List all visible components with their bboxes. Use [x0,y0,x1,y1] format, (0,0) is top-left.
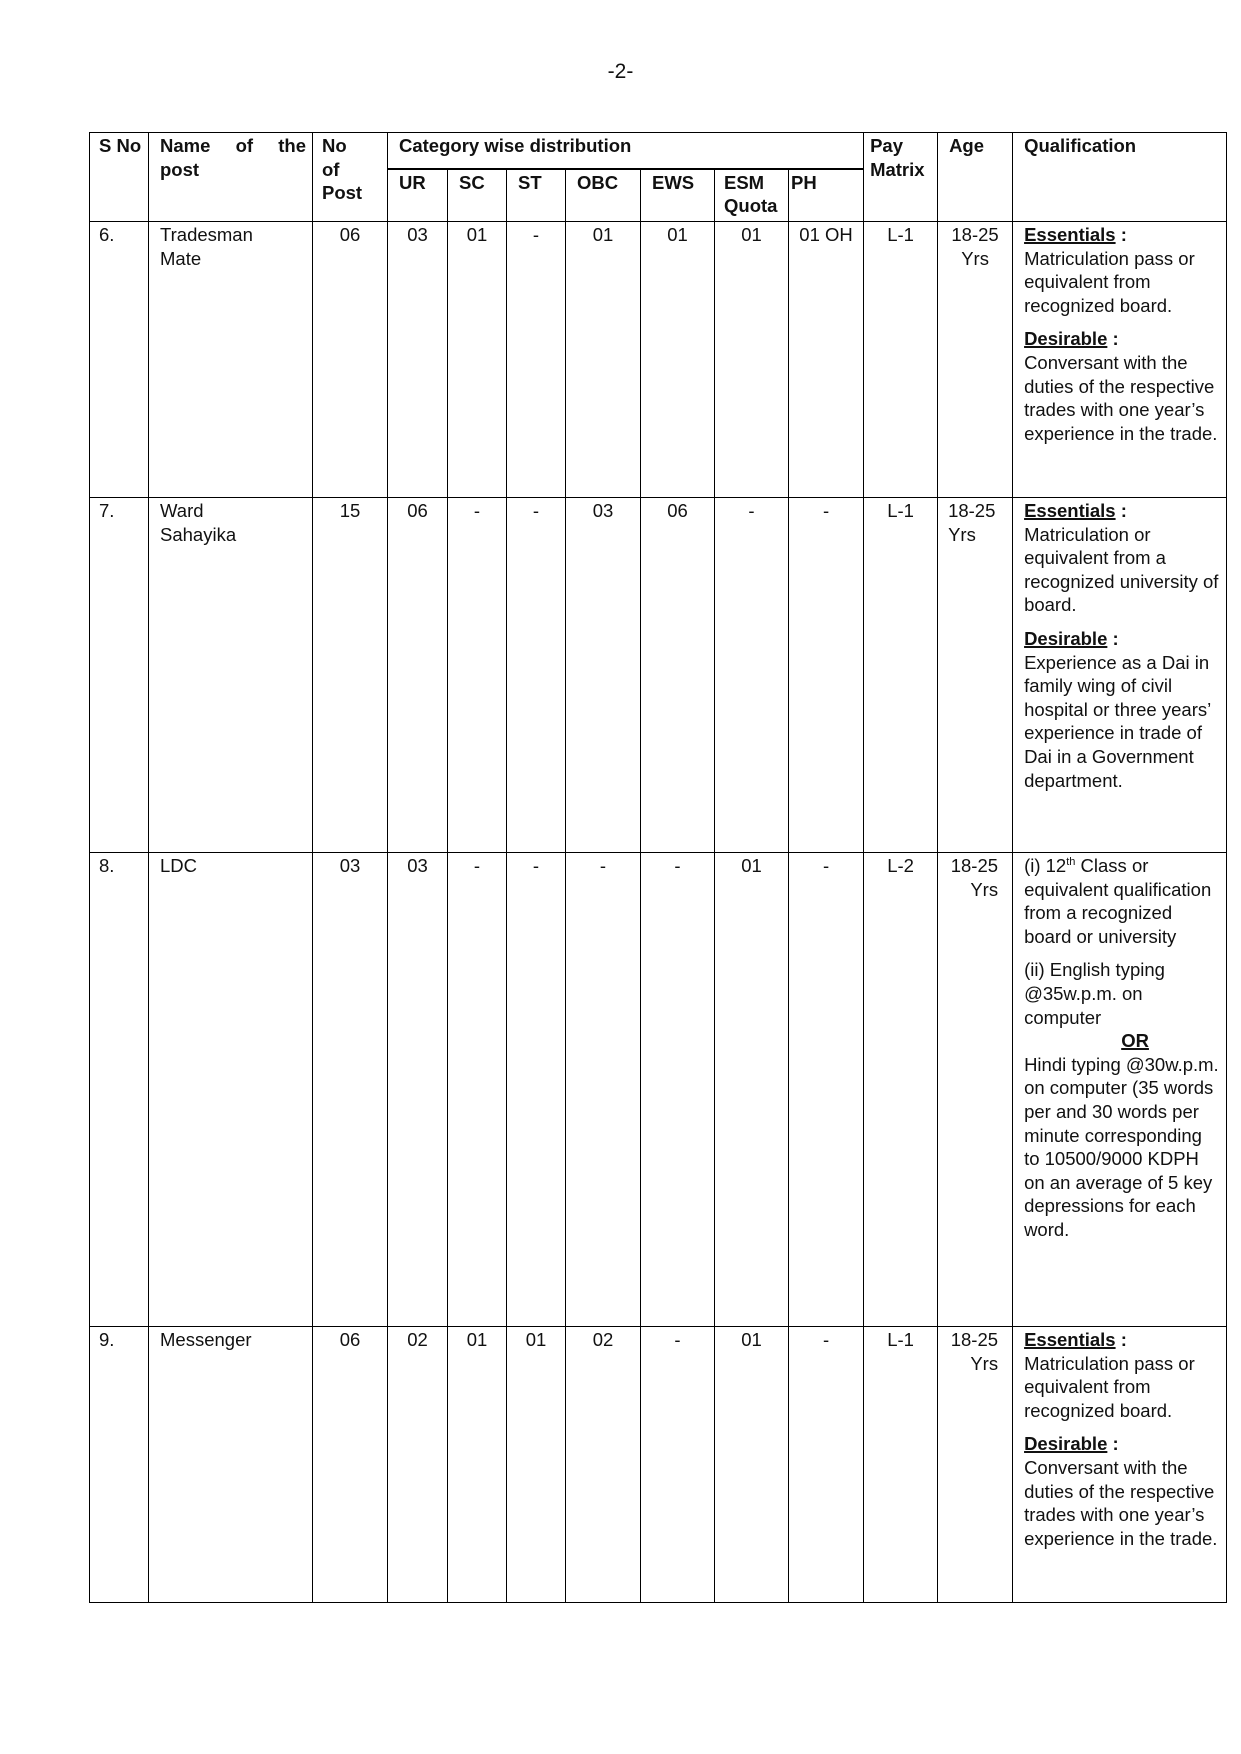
cell-ur: 03 [388,222,448,498]
cell-qualification [1013,853,1227,1327]
cell-esm: - [715,498,789,853]
essentials-text: Matriculation or equivalent from a recognized university of board. [1024,523,1219,616]
cell-qualification [1013,498,1227,853]
page-number: -2- [607,60,634,83]
essentials-label: Essentials : [1024,224,1127,245]
cell-post-name: Messenger [149,1327,313,1603]
header-row [90,133,1227,169]
cell-sc: - [448,498,507,853]
cell-ur: 06 [388,498,448,853]
desirable-text: Experience as a Dai in family wing of civil hospital or three years’ experience in trade of Dai in a Government department. [1024,651,1211,791]
header-age: Age [938,133,1013,222]
cell-no-of-post: 06 [313,1327,388,1603]
cell-ph: - [789,498,864,853]
essentials-label: Essentials : [1024,500,1127,521]
header-s-no: S No [90,133,149,222]
cell-age: 18-25 Yrs [938,222,1013,498]
cell-st: 01 [507,1327,566,1603]
cell-s-no: 9. [90,1327,149,1603]
cell-no-of-post: 03 [313,853,388,1327]
cell-s-no: 7. [90,498,149,853]
header-ews: EWS [641,169,715,222]
header-obc: OBC [566,169,641,222]
cell-sc: - [448,853,507,1327]
desirable-text: Conversant with the duties of the respective trades with one year’s experience in the trade. [1024,351,1218,444]
header-esm-quota: ESM Quota [715,169,789,222]
header-no-of-post: No of Post [313,133,388,222]
cell-pay-matrix: L-1 [864,222,938,498]
cell-pay-matrix: L-1 [864,1327,938,1603]
cell-ews: - [641,853,715,1327]
header-qualification: Qualification [1013,133,1227,222]
cell-st: - [507,222,566,498]
cell-post-name: Ward Sahayika [149,498,313,853]
cell-no-of-post: 15 [313,498,388,853]
cell-st: - [507,853,566,1327]
cell-obc: - [566,853,641,1327]
cell-obc: 03 [566,498,641,853]
table-row [90,1327,1227,1603]
cell-ews: 06 [641,498,715,853]
qualification-item-ii: (ii) English typing @35w.p.m. on computer [1024,959,1165,1028]
cell-obc: 02 [566,1327,641,1603]
header-ph: PH [789,169,864,222]
header-category: Category wise distribution [388,133,864,169]
header-st: ST [507,169,566,222]
cell-no-of-post: 06 [313,222,388,498]
essentials-text: Matriculation pass or equivalent from recognized board. [1024,247,1195,316]
cell-obc: 01 [566,222,641,498]
cell-post-name: LDC [149,853,313,1327]
cell-sc: 01 [448,1327,507,1603]
essentials-label: Essentials : [1024,1329,1127,1350]
cell-pay-matrix: L-2 [864,853,938,1327]
qualification-hindi-typing: Hindi typing @30w.p.m. on computer (35 words per and 30 words per minute corresponding to 10500/9000 KDPH on an average of 5 key depressions for each word. [1024,1053,1219,1240]
cell-ur: 03 [388,853,448,1327]
cell-pay-matrix: L-1 [864,498,938,853]
header-pay-matrix: Pay Matrix [864,133,938,222]
posts-table [89,132,1227,1603]
cell-qualification [1013,1327,1227,1603]
header-name: Name of the post [149,133,313,222]
cell-post-name: Tradesman Mate [149,222,313,498]
cell-ph: 01 OH [789,222,864,498]
cell-esm: 01 [715,853,789,1327]
cell-ews: - [641,1327,715,1603]
cell-ews: 01 [641,222,715,498]
or-separator: OR [1121,1030,1149,1052]
cell-s-no: 8. [90,853,149,1327]
cell-ur: 02 [388,1327,448,1603]
table-row [90,222,1227,498]
header-ur: UR [388,169,448,222]
cell-st: - [507,498,566,853]
header-sc: SC [448,169,507,222]
cell-sc: 01 [448,222,507,498]
cell-age: 18-25 Yrs [938,1327,1013,1603]
cell-s-no: 6. [90,222,149,498]
cell-age: 18-25 Yrs [938,853,1013,1327]
cell-ph: - [789,853,864,1327]
cell-ph: - [789,1327,864,1603]
desirable-label: Desirable : [1024,328,1119,350]
cell-qualification [1013,222,1227,498]
table-row [90,498,1227,853]
essentials-text: Matriculation pass or equivalent from recognized board. [1024,1352,1195,1421]
cell-esm: 01 [715,222,789,498]
desirable-label: Desirable : [1024,627,1119,649]
cell-esm: 01 [715,1327,789,1603]
table-row [90,853,1227,1327]
qualification-item-i: (i) 12th Class or equivalent qualification from a recognized board or university [1024,855,1212,947]
desirable-text: Conversant with the duties of the respective trades with one year’s experience in the trade. [1024,1456,1218,1549]
cell-age: 18-25 Yrs [938,498,1013,853]
desirable-label: Desirable : [1024,1433,1119,1455]
